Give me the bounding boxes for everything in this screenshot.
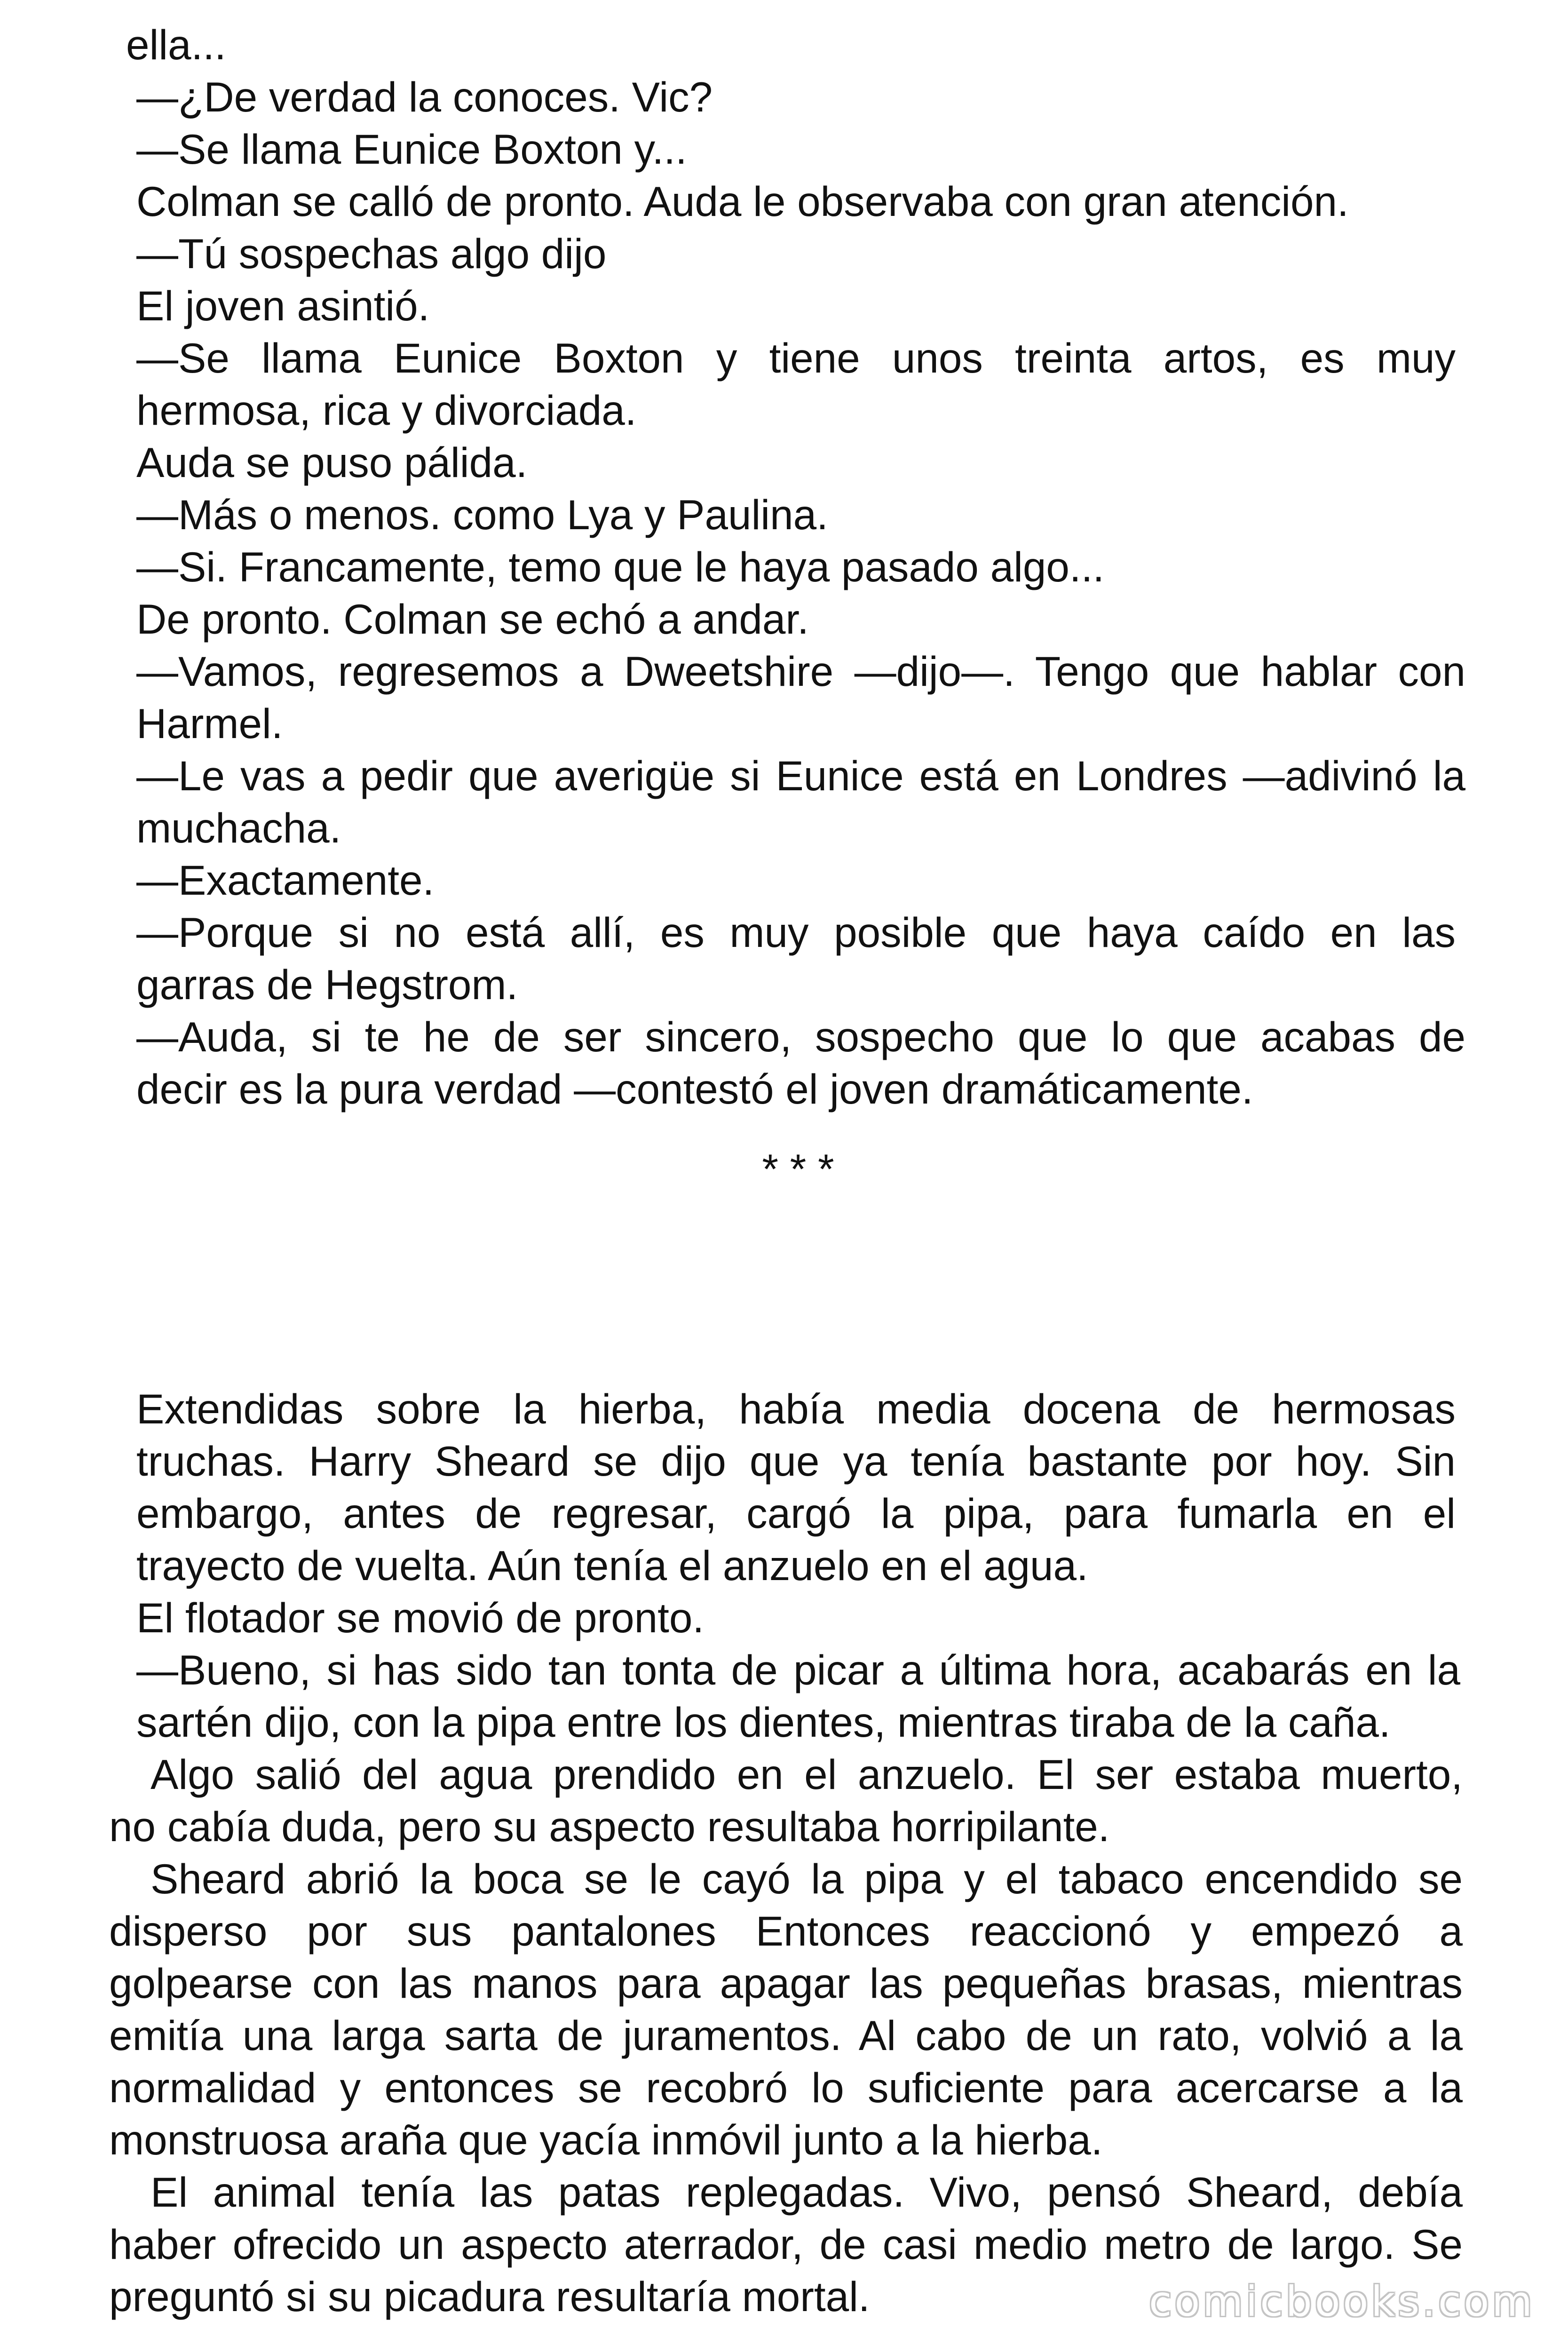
text-line: monstruosa araña que yacía inmóvil junto a la hierba.: [109, 2116, 1103, 2163]
text-line: truchas. Harry Sheard se dijo que ya tenía bastante por hoy. Sin: [136, 1438, 1456, 1485]
text-line: —Si. Francamente, temo que le haya pasado algo...: [136, 543, 1105, 590]
text-line: normalidad y entonces se recobró lo suficiente para acercarse a la: [109, 2064, 1463, 2111]
text-line: garras de Hegstrom.: [136, 961, 518, 1008]
text-line: —Más o menos. como Lya y Paulina.: [136, 491, 828, 538]
text-line: emitía una larga sarta de juramentos. Al cabo de un rato, volvió a la: [109, 2012, 1463, 2059]
text-line: El flotador se movió de pronto.: [136, 1594, 705, 1641]
scene-separator: * * *: [762, 1145, 834, 1192]
text-line: —Bueno, si has sido tan tonta de picar a última hora, acabarás en la: [136, 1646, 1460, 1693]
text-line: Algo salió del agua prendido en el anzuelo. El ser estaba muerto,: [150, 1751, 1463, 1798]
text-line: sartén dijo, con la pipa entre los dientes, mientras tiraba de la caña.: [136, 1699, 1391, 1746]
text-line: Sheard abrió la boca se le cayó la pipa y el tabaco encendido se: [150, 1855, 1463, 1902]
text-line: disperso por sus pantalones Entonces reaccionó y empezó a: [109, 1907, 1463, 1955]
text-line: haber ofrecido un aspecto aterrador, de casi medio metro de largo. Se: [109, 2221, 1463, 2268]
text-line: —Tú sospechas algo dijo: [136, 230, 607, 277]
text-line: —¿De verdad la conoces. Vic?: [136, 73, 713, 120]
text-line: muchacha.: [136, 804, 341, 851]
text-line: —Se llama Eunice Boxton y tiene unos treinta artos, es muy: [136, 334, 1456, 381]
text-line: Colman se calló de pronto. Auda le observaba con gran atención.: [136, 178, 1349, 225]
text-line: Extendidas sobre la hierba, había media docena de hermosas: [136, 1385, 1456, 1432]
text-line: trayecto de vuelta. Aún tenía el anzuelo en el agua.: [136, 1542, 1088, 1589]
watermark-logo: comicbooks.com: [1148, 2277, 1535, 2326]
text-line: El joven asintió.: [136, 282, 430, 329]
text-line: —Vamos, regresemos a Dweetshire —dijo—. Tengo que hablar con: [136, 648, 1465, 695]
text-line: —Exactamente.: [136, 857, 435, 904]
text-line: no cabía duda, pero su aspecto resultaba horripilante.: [109, 1803, 1110, 1850]
text-line: —Se llama Eunice Boxton y...: [136, 126, 687, 173]
text-line: El animal tenía las patas replegadas. Vivo, pensó Sheard, debía: [150, 2169, 1463, 2216]
text-line: embargo, antes de regresar, cargó la pipa, para fumarla en el: [136, 1490, 1456, 1537]
text-line: decir es la pura verdad —contestó el joven dramáticamente.: [136, 1065, 1253, 1112]
text-line: ella...: [126, 21, 226, 68]
text-line: De pronto. Colman se echó a andar.: [136, 596, 809, 643]
text-line: golpearse con las manos para apagar las pequeñas brasas, mientras: [109, 1960, 1463, 2007]
text-line: Auda se puso pálida.: [136, 439, 528, 486]
text-line: —Le vas a pedir que averigüe si Eunice está en Londres —adivinó la: [136, 752, 1465, 799]
text-line: —Porque si no está allí, es muy posible que haya caído en las: [136, 909, 1456, 956]
text-line: preguntó si su picadura resultaría mortal.: [109, 2273, 870, 2320]
text-line: Harmel.: [136, 700, 283, 747]
text-line: hermosa, rica y divorciada.: [136, 387, 637, 434]
text-line: —Auda, si te he de ser sincero, sospecho que lo que acabas de: [136, 1013, 1465, 1060]
